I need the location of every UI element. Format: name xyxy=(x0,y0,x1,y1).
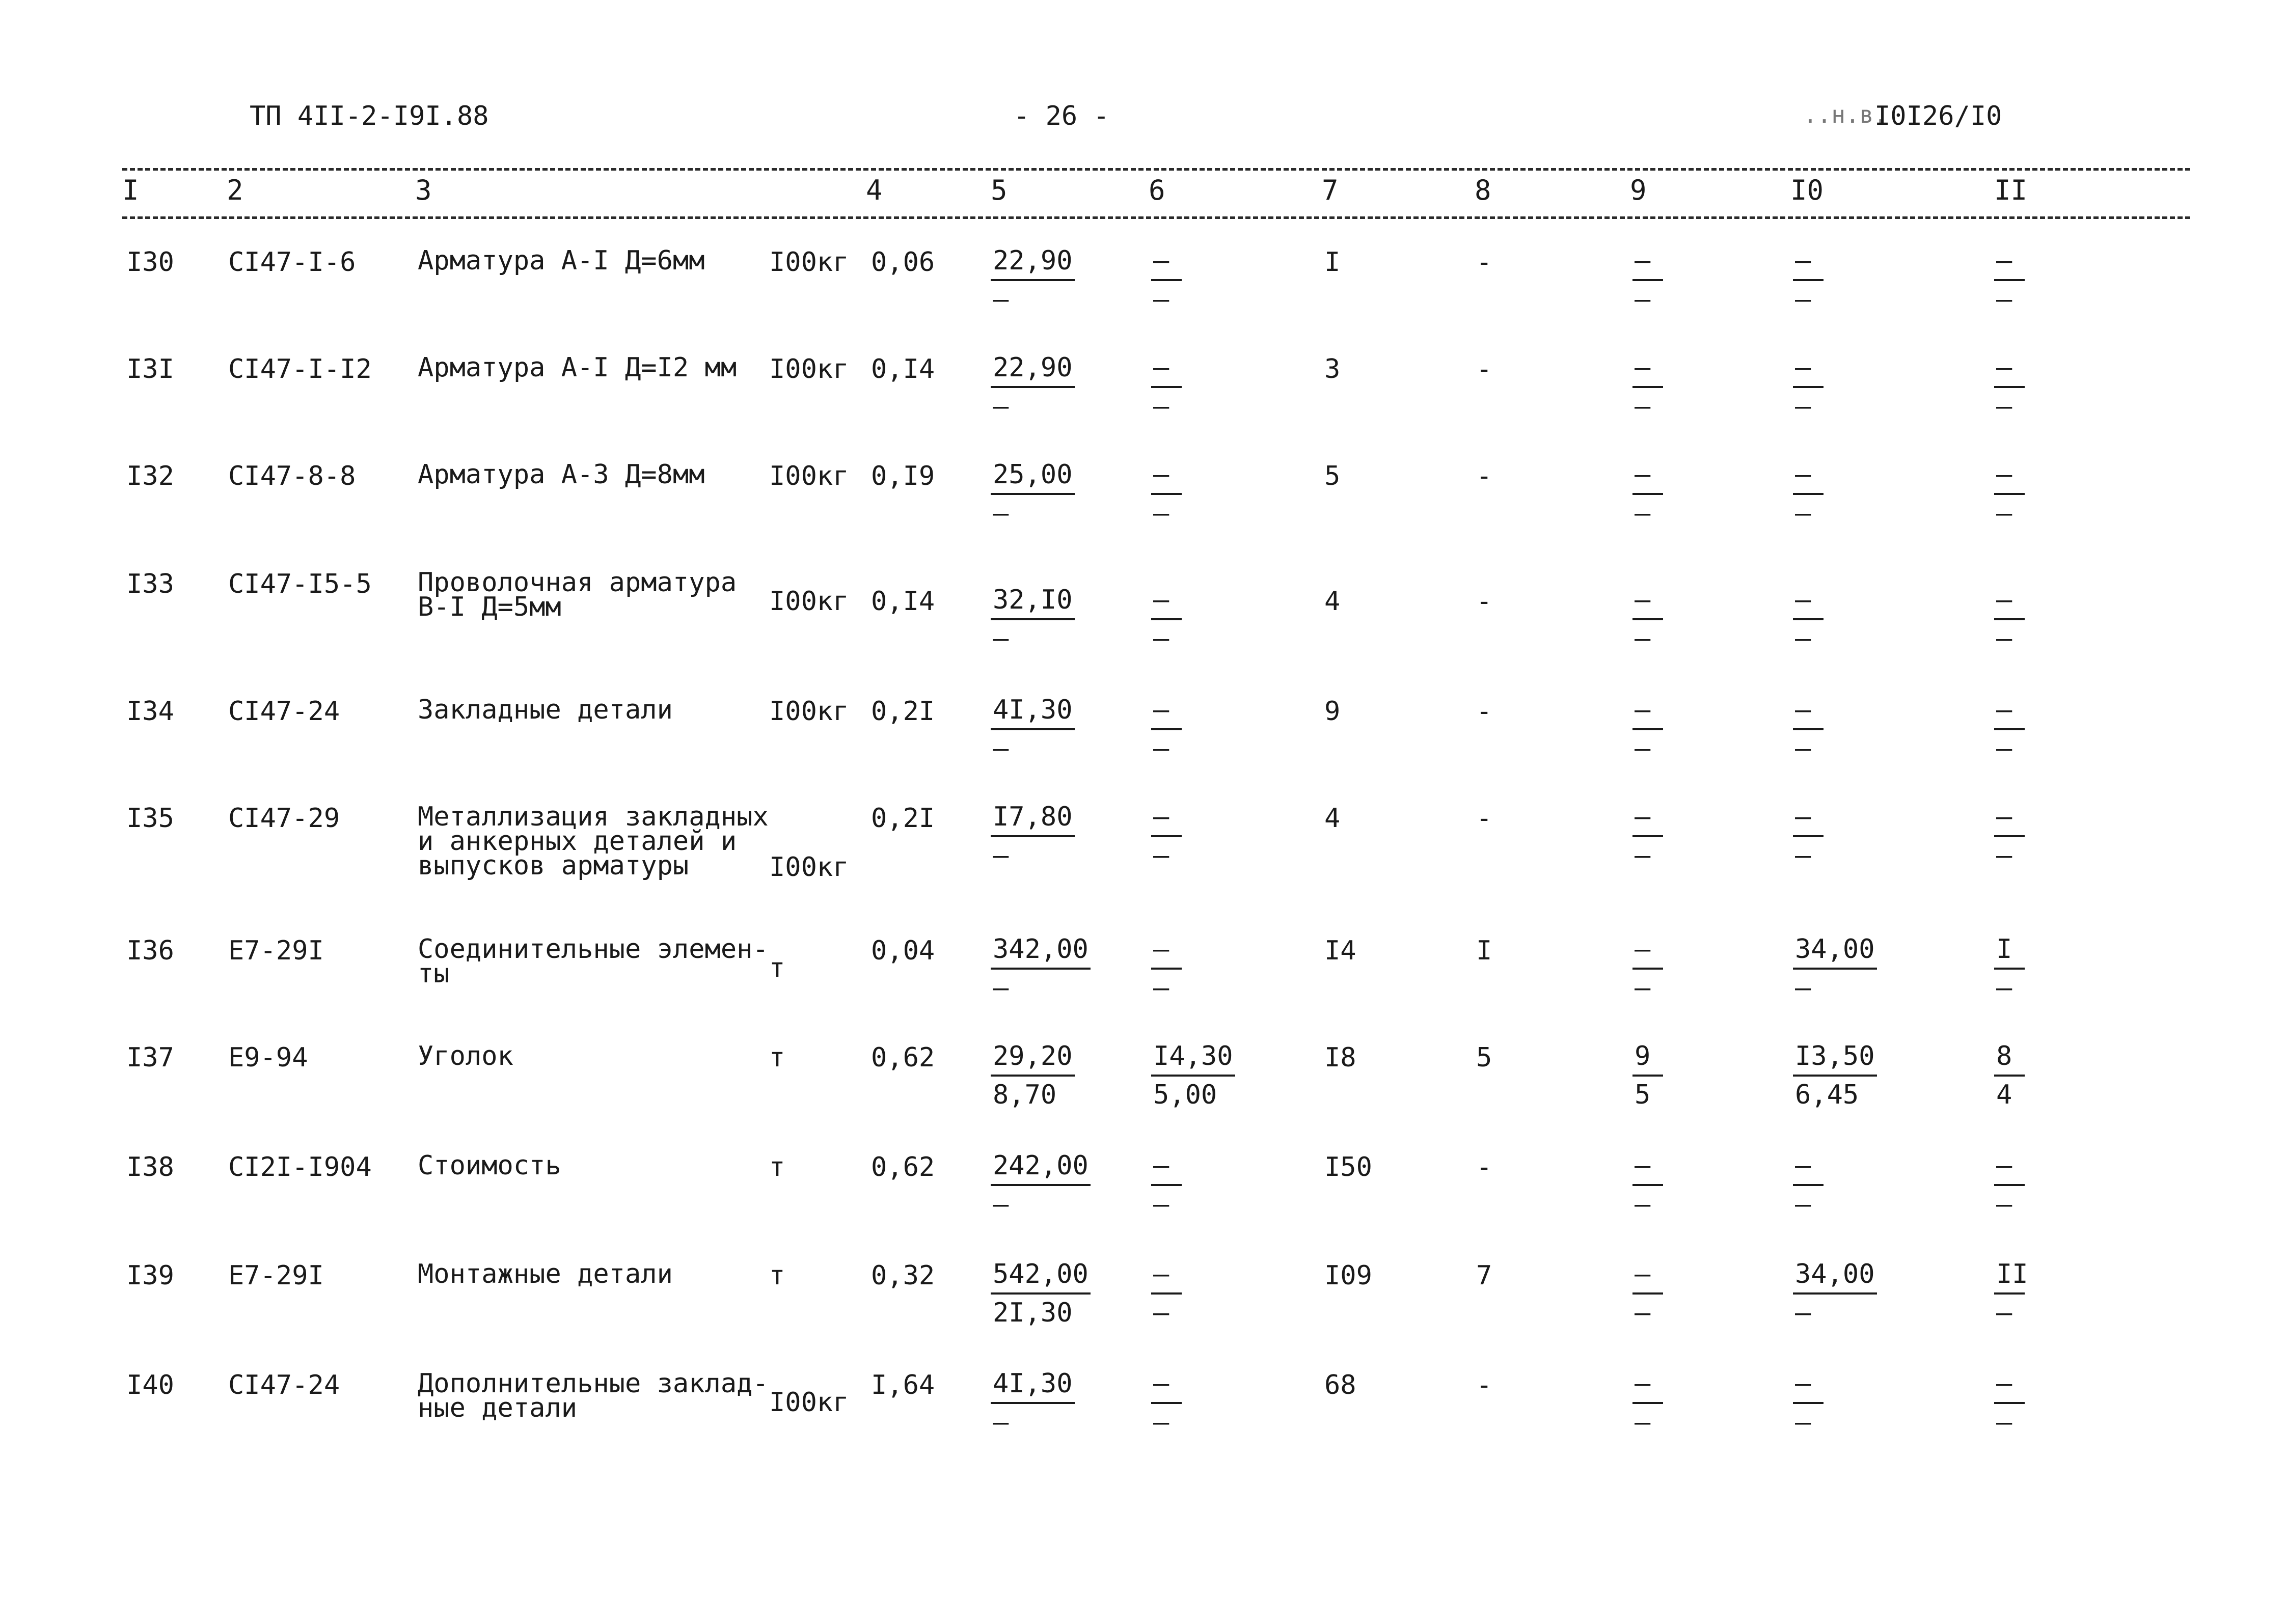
fraction-top: – xyxy=(1632,1365,1663,1404)
description-line: Уголок xyxy=(418,1041,513,1071)
column-7-value: 68 xyxy=(1324,1370,1356,1400)
fraction-bottom: – xyxy=(1795,498,1811,529)
fraction-cell-col-5 xyxy=(991,1038,1075,1113)
table-row xyxy=(0,1368,2286,1463)
column-number-11: II xyxy=(1994,174,2028,206)
column-8-value: - xyxy=(1476,1152,1492,1182)
fraction-bottom: – xyxy=(1996,284,2012,315)
row-number: I35 xyxy=(126,803,174,834)
fraction-cell-col-9 xyxy=(1632,799,1663,874)
norm-code: CI2I-I904 xyxy=(228,1152,372,1182)
column-number-3: 3 xyxy=(415,174,432,206)
row-number: I37 xyxy=(126,1042,174,1073)
row-number: I3I xyxy=(126,354,174,384)
fraction-top: 34,00 xyxy=(1793,1256,1877,1295)
column-7-value: 4 xyxy=(1324,586,1341,617)
column-7-value: I4 xyxy=(1324,935,1356,966)
fraction-cell-col-5 xyxy=(991,582,1075,657)
quantity: 0,I9 xyxy=(871,461,935,491)
table-row xyxy=(0,802,2286,896)
description-line: Соединительные элемен- xyxy=(418,934,769,965)
fraction-bottom: – xyxy=(1996,1298,2012,1328)
column-number-4: 4 xyxy=(866,174,883,206)
row-number: I32 xyxy=(126,461,174,491)
column-7-value: I8 xyxy=(1324,1042,1356,1073)
fraction-top: – xyxy=(1151,242,1182,281)
column-7-value: I xyxy=(1324,247,1341,278)
fraction-top: – xyxy=(1793,349,1824,388)
fraction-top: – xyxy=(1632,1256,1663,1295)
column-7-value: 5 xyxy=(1324,461,1341,491)
fraction-bottom: – xyxy=(1635,840,1651,871)
fraction-bottom: – xyxy=(1996,498,2012,529)
description-line: В-I Д=5мм xyxy=(418,592,561,622)
column-8-value: I xyxy=(1476,935,1492,966)
fraction-top: – xyxy=(1151,349,1182,388)
fraction-cell-col-6 xyxy=(1151,456,1182,532)
fraction-cell-col-6 xyxy=(1151,692,1182,767)
fraction-top: – xyxy=(1151,1147,1182,1186)
norm-code: CI47-24 xyxy=(228,1370,340,1400)
fraction-cell-col-6 xyxy=(1151,349,1182,425)
table-row xyxy=(0,695,2286,789)
fraction-cell-col-11 xyxy=(1994,799,2025,874)
fraction-top: 542,00 xyxy=(991,1256,1091,1295)
column-8-value: - xyxy=(1476,1370,1492,1400)
fraction-bottom: – xyxy=(1153,1298,1169,1328)
fraction-bottom: 4 xyxy=(1996,1080,2012,1110)
fraction-bottom: – xyxy=(993,1407,1009,1438)
fraction-cell-col-9 xyxy=(1632,931,1663,1006)
fraction-top: – xyxy=(1793,1365,1824,1404)
fraction-bottom: – xyxy=(1153,1407,1169,1438)
fraction-top: I4,30 xyxy=(1151,1038,1235,1077)
fraction-cell-col-10 xyxy=(1793,1365,1824,1441)
quantity: I,64 xyxy=(871,1370,935,1400)
fraction-bottom: – xyxy=(993,973,1009,1003)
description-line: Арматура А-3 Д=8мм xyxy=(418,459,705,490)
column-number-2: 2 xyxy=(227,174,243,206)
fraction-cell-col-10 xyxy=(1793,1038,1877,1113)
header-top-rule xyxy=(122,168,2190,171)
column-8-value: - xyxy=(1476,696,1492,727)
fraction-top: 4I,30 xyxy=(991,692,1075,730)
fraction-bottom: – xyxy=(993,623,1009,654)
fraction-bottom: 6,45 xyxy=(1795,1080,1859,1110)
fraction-bottom: – xyxy=(1996,1189,2012,1220)
row-number: I36 xyxy=(126,935,174,966)
fraction-cell-col-6 xyxy=(1151,1365,1182,1441)
fraction-top: 8 xyxy=(1994,1038,2025,1077)
fraction-top: – xyxy=(1632,692,1663,730)
norm-code: E7-29I xyxy=(228,935,324,966)
norm-code: CI47-I-I2 xyxy=(228,354,372,384)
fraction-cell-col-11 xyxy=(1994,692,2025,767)
document-code: ТП 4II-2-I9I.88 xyxy=(250,101,489,131)
fraction-bottom: – xyxy=(1996,733,2012,764)
fraction-cell-col-9 xyxy=(1632,349,1663,425)
table-row xyxy=(0,1041,2286,1136)
description-line: Закладные детали xyxy=(418,695,673,725)
fraction-top: – xyxy=(1994,456,2025,495)
fraction-top: – xyxy=(1994,1365,2025,1404)
page-number: - 26 - xyxy=(1014,101,1109,131)
column-8-value: - xyxy=(1476,354,1492,384)
fraction-top: – xyxy=(1151,1256,1182,1295)
quantity: 0,I4 xyxy=(871,354,935,384)
table-row xyxy=(0,934,2286,1029)
fraction-top: 9 xyxy=(1632,1038,1663,1077)
fraction-bottom: – xyxy=(1635,284,1651,315)
fraction-top: – xyxy=(1632,456,1663,495)
fraction-bottom: – xyxy=(1996,1407,2012,1438)
quantity: 0,62 xyxy=(871,1042,935,1073)
fraction-cell-col-6 xyxy=(1151,242,1182,318)
fraction-cell-col-10 xyxy=(1793,456,1824,532)
fraction-top: – xyxy=(1793,456,1824,495)
fraction-cell-col-5 xyxy=(991,1365,1075,1441)
fraction-top: 22,90 xyxy=(991,349,1075,388)
unit-of-measure: I00кг xyxy=(769,696,849,727)
fraction-bottom: – xyxy=(1795,391,1811,422)
fraction-top: 342,00 xyxy=(991,931,1091,970)
fraction-bottom: – xyxy=(1795,973,1811,1003)
fraction-top: I xyxy=(1994,931,2025,970)
fraction-top: – xyxy=(1151,582,1182,620)
norm-code: CI47-8-8 xyxy=(228,461,356,491)
fraction-cell-col-10 xyxy=(1793,931,1877,1006)
unit-of-measure: т xyxy=(769,1152,785,1182)
norm-code: E7-29I xyxy=(228,1260,324,1291)
fraction-cell-col-10 xyxy=(1793,692,1824,767)
fraction-bottom: – xyxy=(993,391,1009,422)
column-number-7: 7 xyxy=(1322,174,1339,206)
work-description xyxy=(418,1368,769,1423)
quantity: 0,32 xyxy=(871,1260,935,1291)
fraction-cell-col-5 xyxy=(991,931,1091,1006)
fraction-cell-col-5 xyxy=(991,456,1075,532)
fraction-top: – xyxy=(1632,582,1663,620)
fraction-bottom: – xyxy=(1795,733,1811,764)
fraction-bottom: – xyxy=(1996,391,2012,422)
fraction-bottom: – xyxy=(993,1189,1009,1220)
work-description xyxy=(418,695,673,725)
norm-code: CI47-29 xyxy=(228,803,340,834)
fraction-bottom: – xyxy=(1635,1298,1651,1328)
fraction-cell-col-9 xyxy=(1632,1147,1663,1223)
row-number: I33 xyxy=(126,569,174,599)
fraction-cell-col-10 xyxy=(1793,799,1824,874)
description-line: Дополнительные заклад- xyxy=(418,1368,769,1399)
fraction-bottom: – xyxy=(1153,733,1169,764)
norm-code: E9-94 xyxy=(228,1042,308,1073)
fraction-bottom: – xyxy=(1635,498,1651,529)
fraction-top: – xyxy=(1151,456,1182,495)
column-number-10: I0 xyxy=(1790,174,1824,206)
row-number: I30 xyxy=(126,247,174,278)
fraction-top: – xyxy=(1994,692,2025,730)
fraction-top: – xyxy=(1151,931,1182,970)
fraction-bottom: – xyxy=(1996,840,2012,871)
column-7-value: I09 xyxy=(1324,1260,1372,1291)
fraction-cell-col-10 xyxy=(1793,582,1824,657)
fraction-top: – xyxy=(1793,692,1824,730)
row-number: I38 xyxy=(126,1152,174,1182)
description-line: Металлизация закладных xyxy=(418,802,769,832)
fraction-bottom: – xyxy=(993,284,1009,315)
unit-of-measure: I00кг xyxy=(769,852,849,883)
fraction-top: – xyxy=(1994,582,2025,620)
fraction-cell-col-11 xyxy=(1994,456,2025,532)
fraction-bottom: – xyxy=(1795,623,1811,654)
fraction-cell-col-6 xyxy=(1151,582,1182,657)
column-7-value: I50 xyxy=(1324,1152,1372,1182)
fraction-cell-col-9 xyxy=(1632,242,1663,318)
column-8-value: 5 xyxy=(1476,1042,1492,1073)
norm-code: CI47-24 xyxy=(228,696,340,727)
description-line: Проволочная арматура xyxy=(418,567,737,598)
fraction-top: 34,00 xyxy=(1793,931,1877,970)
table-row xyxy=(0,459,2286,554)
quantity: 0,I4 xyxy=(871,586,935,617)
unit-of-measure: т xyxy=(769,1042,785,1073)
column-7-value: 3 xyxy=(1324,354,1341,384)
fraction-top: – xyxy=(1793,582,1824,620)
fraction-cell-col-6 xyxy=(1151,799,1182,874)
fraction-top: 242,00 xyxy=(991,1147,1091,1186)
quantity: 0,62 xyxy=(871,1152,935,1182)
fraction-top: I3,50 xyxy=(1793,1038,1877,1077)
fraction-bottom: 2I,30 xyxy=(993,1298,1073,1328)
fraction-cell-col-11 xyxy=(1994,582,2025,657)
fraction-cell-col-5 xyxy=(991,1147,1091,1223)
column-number-5: 5 xyxy=(991,174,1008,206)
fraction-bottom: – xyxy=(1996,623,2012,654)
row-number: I34 xyxy=(126,696,174,727)
fraction-top: – xyxy=(1994,349,2025,388)
unit-of-measure: т xyxy=(769,953,785,983)
fraction-cell-col-10 xyxy=(1793,242,1824,318)
fraction-cell-col-11 xyxy=(1994,349,2025,425)
fraction-cell-col-11 xyxy=(1994,1365,2025,1441)
fraction-top: I7,80 xyxy=(991,799,1075,837)
table-row xyxy=(0,1259,2286,1354)
fraction-cell-col-11 xyxy=(1994,242,2025,318)
fraction-top: – xyxy=(1994,799,2025,837)
work-description xyxy=(418,567,737,622)
quantity: 0,2I xyxy=(871,803,935,834)
fraction-top: 4I,30 xyxy=(991,1365,1075,1404)
fraction-bottom: – xyxy=(1795,284,1811,315)
fraction-bottom: – xyxy=(1795,1407,1811,1438)
table-row xyxy=(0,245,2286,340)
fraction-top: 22,90 xyxy=(991,242,1075,281)
fraction-top: – xyxy=(1151,799,1182,837)
work-description xyxy=(418,1259,673,1289)
row-number: I40 xyxy=(126,1370,174,1400)
fraction-top: – xyxy=(1632,242,1663,281)
fraction-top: 25,00 xyxy=(991,456,1075,495)
unit-of-measure: I00кг xyxy=(769,586,849,617)
fraction-cell-col-6 xyxy=(1151,931,1182,1006)
fraction-cell-col-6 xyxy=(1151,1147,1182,1223)
fraction-top: – xyxy=(1632,931,1663,970)
fraction-cell-col-5 xyxy=(991,692,1075,767)
column-number-6: 6 xyxy=(1149,174,1165,206)
fraction-cell-col-10 xyxy=(1793,1256,1877,1331)
fraction-top: 29,20 xyxy=(991,1038,1075,1077)
table-row xyxy=(0,1150,2286,1245)
fraction-cell-col-9 xyxy=(1632,1038,1663,1113)
column-8-value: - xyxy=(1476,803,1492,834)
header-bottom-rule xyxy=(122,216,2190,219)
fraction-cell-col-6 xyxy=(1151,1038,1235,1113)
work-description xyxy=(418,934,769,989)
fraction-bottom: – xyxy=(1635,1407,1651,1438)
fraction-top: – xyxy=(1994,1147,2025,1186)
column-number-8: 8 xyxy=(1475,174,1491,206)
fraction-top: – xyxy=(1994,242,2025,281)
unit-of-measure: I00кг xyxy=(769,1387,849,1418)
column-number-9: 9 xyxy=(1630,174,1647,206)
inventory-number: I0I26/I0 xyxy=(1874,101,2002,131)
work-description xyxy=(418,245,705,276)
fraction-bottom: – xyxy=(993,733,1009,764)
column-number-1: I xyxy=(122,174,139,206)
fraction-cell-col-11 xyxy=(1994,1038,2025,1113)
column-8-value: - xyxy=(1476,586,1492,617)
description-line: Арматура А-I Д=6мм xyxy=(418,245,705,276)
table-row xyxy=(0,567,2286,662)
fraction-top: – xyxy=(1151,692,1182,730)
fraction-cell-col-5 xyxy=(991,799,1075,874)
description-line: Монтажные детали xyxy=(418,1259,673,1289)
fraction-cell-col-10 xyxy=(1793,1147,1824,1223)
fraction-bottom: – xyxy=(1635,733,1651,764)
fraction-cell-col-9 xyxy=(1632,1256,1663,1331)
fraction-cell-col-9 xyxy=(1632,692,1663,767)
fraction-bottom: – xyxy=(1635,973,1651,1003)
fraction-cell-col-11 xyxy=(1994,1147,2025,1223)
norm-code: CI47-I5-5 xyxy=(228,569,372,599)
table-row xyxy=(0,352,2286,447)
description-line: ты xyxy=(418,958,450,989)
column-8-value: - xyxy=(1476,247,1492,278)
quantity: 0,2I xyxy=(871,696,935,727)
unit-of-measure: I00кг xyxy=(769,461,849,491)
fraction-cell-col-5 xyxy=(991,349,1075,425)
work-description xyxy=(418,1150,561,1181)
work-description xyxy=(418,802,769,881)
work-description xyxy=(418,352,737,383)
description-line: Арматура А-I Д=I2 мм xyxy=(418,352,737,383)
column-8-value: - xyxy=(1476,461,1492,491)
work-description xyxy=(418,1041,513,1071)
work-description xyxy=(418,459,705,490)
fraction-bottom: – xyxy=(1996,973,2012,1003)
fraction-cell-col-11 xyxy=(1994,1256,2028,1331)
fraction-top: – xyxy=(1151,1365,1182,1404)
quantity: 0,04 xyxy=(871,935,935,966)
row-number: I39 xyxy=(126,1260,174,1291)
fraction-top: – xyxy=(1793,242,1824,281)
unit-of-measure: I00кг xyxy=(769,354,849,384)
fraction-bottom: – xyxy=(993,498,1009,529)
fraction-bottom: – xyxy=(1635,391,1651,422)
column-7-value: 9 xyxy=(1324,696,1341,727)
fraction-bottom: – xyxy=(1153,840,1169,871)
fraction-bottom: – xyxy=(1153,391,1169,422)
unit-of-measure: т xyxy=(769,1260,785,1291)
fraction-top: – xyxy=(1793,1147,1824,1186)
description-line: и анкерных деталей и xyxy=(418,826,737,857)
fraction-bottom: 8,70 xyxy=(993,1080,1057,1110)
fraction-cell-col-5 xyxy=(991,1256,1091,1331)
fraction-top: – xyxy=(1632,1147,1663,1186)
fraction-bottom: – xyxy=(1795,1298,1811,1328)
column-7-value: 4 xyxy=(1324,803,1341,834)
fraction-bottom: – xyxy=(1153,973,1169,1003)
fraction-bottom: – xyxy=(993,840,1009,871)
fraction-cell-col-9 xyxy=(1632,582,1663,657)
unit-of-measure: I00кг xyxy=(769,247,849,278)
fraction-bottom: – xyxy=(1153,623,1169,654)
fraction-top: – xyxy=(1793,799,1824,837)
quantity: 0,06 xyxy=(871,247,935,278)
fraction-cell-col-6 xyxy=(1151,1256,1182,1331)
fraction-bottom: 5 xyxy=(1635,1080,1651,1110)
fraction-bottom: – xyxy=(1153,1189,1169,1220)
fraction-bottom: – xyxy=(1795,1189,1811,1220)
fraction-bottom: – xyxy=(1635,1189,1651,1220)
fraction-cell-col-10 xyxy=(1793,349,1824,425)
fraction-top: 32,I0 xyxy=(991,582,1075,620)
fraction-cell-col-5 xyxy=(991,242,1075,318)
description-line: Стоимость xyxy=(418,1150,561,1181)
inventory-prefix: ..н.в. xyxy=(1803,101,1888,128)
fraction-bottom: – xyxy=(1153,498,1169,529)
fraction-top: – xyxy=(1632,799,1663,837)
fraction-bottom: – xyxy=(1153,284,1169,315)
fraction-cell-col-11 xyxy=(1994,931,2025,1006)
fraction-top: II xyxy=(1994,1256,2025,1295)
description-line: выпусков арматуры xyxy=(418,850,689,881)
fraction-cell-col-9 xyxy=(1632,456,1663,532)
fraction-bottom: – xyxy=(1635,623,1651,654)
norm-code: CI47-I-6 xyxy=(228,247,356,278)
fraction-cell-col-9 xyxy=(1632,1365,1663,1441)
description-line: ные детали xyxy=(418,1393,578,1423)
fraction-top: – xyxy=(1632,349,1663,388)
fraction-bottom: – xyxy=(1795,840,1811,871)
fraction-bottom: 5,00 xyxy=(1153,1080,1217,1110)
column-8-value: 7 xyxy=(1476,1260,1492,1291)
